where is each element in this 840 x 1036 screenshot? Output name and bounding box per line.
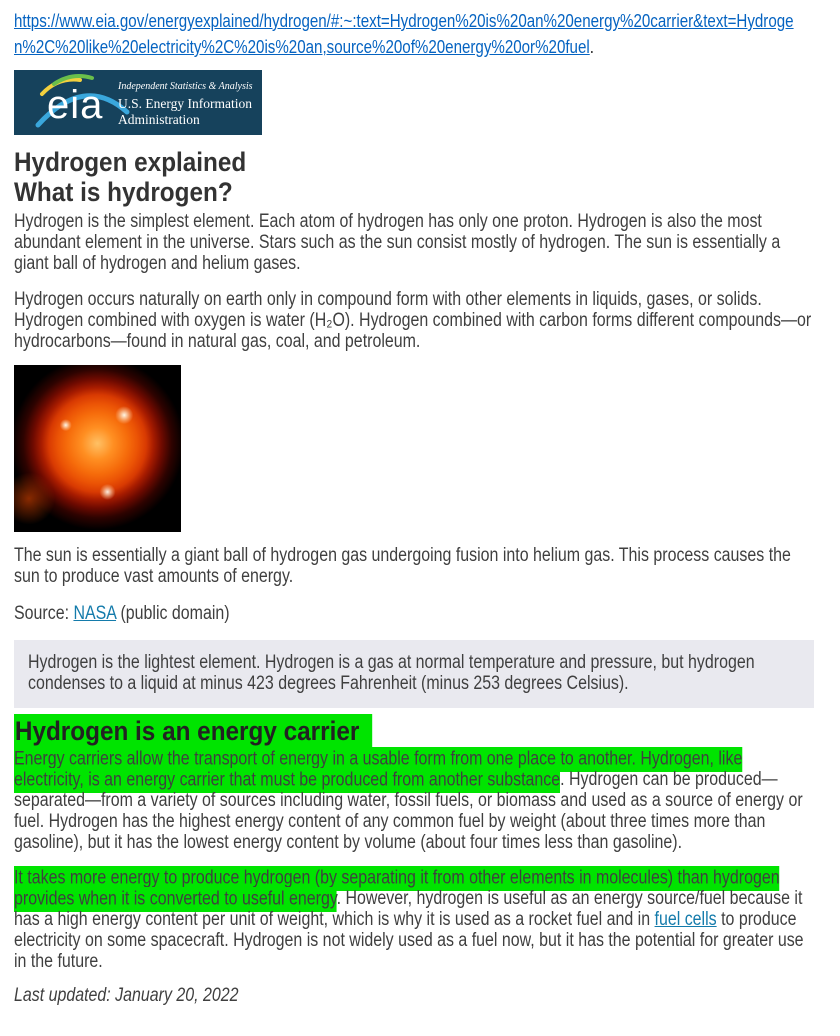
sun-caption: The sun is essentially a giant ball of hydrogen gas undergoing fusion into helium gas. This process causes the sun to produce vast amounts of energy. <box>14 545 791 587</box>
nasa-link[interactable]: NASA <box>73 603 117 624</box>
paragraph-cost-rest: to produce electricity on some spacecraft. Hydrogen is not widely used as a fuel now, but it has the potential for greater use in the future. <box>14 909 804 972</box>
energy-carrier-heading <box>14 716 813 746</box>
paragraph-compounds: Hydrogen occurs naturally on earth only in compound form with other elements in liquids, gases, or solids. Hydrogen combined with oxygen is water (H₂O). Hydrogen combined with carbon forms different compounds—or hydrocarbons—found in natural gas, coal, and petroleum. <box>14 289 812 352</box>
last-updated: Last updated: January 20, 2022 <box>14 985 239 1006</box>
page-title: Hydrogen explained <box>14 147 247 177</box>
callout-text: Hydrogen is the lightest element. Hydrogen is a gas at normal temperature and pressure, but hydrogen condenses to a liquid at minus 423 degrees Fahrenheit (minus 253 degrees Celsius). <box>28 652 755 694</box>
paragraph-carrier-rest: . Hydrogen can be produced—separated—from a variety of sources including water, fossil fuels, or biomass and used as a source of energy or fuel. Hydrogen has the highest energy content of any common fuel by weight (about three times more than gasoline), but it has the lowest energy content by volume (about four times less than gasoline). <box>14 769 803 853</box>
url-period: . <box>589 37 594 57</box>
paragraph-cost-mid: . However, hydrogen is useful as an energy source/fuel because it has a high energy content per unit of weight, which is why it is used as a rocket fuel and in <box>14 888 803 930</box>
paragraph-energy-cost <box>14 867 814 972</box>
logo-tagline: Independent Statistics & Analysis <box>118 81 253 92</box>
eia-wordmark: eia <box>47 83 104 127</box>
source-url-line <box>14 8 814 60</box>
paragraph-energy-carrier <box>14 748 814 853</box>
sun-image <box>14 365 181 532</box>
logo-org-name: U.S. Energy Information Administration <box>118 96 252 127</box>
source-prefix: Source: <box>14 603 74 624</box>
highlighted-text-cost: It takes more energy to produce hydrogen (by separating it from other elements in molecules) than hydrogen provides when it is converted to useful energy <box>14 866 780 912</box>
heading-highlight: Hydrogen is an energy carrier <box>14 714 372 750</box>
section-title: What is hydrogen? <box>14 177 233 207</box>
source-suffix: (public domain) <box>116 603 230 624</box>
source-url-link[interactable]: https://www.eia.gov/energyexplained/hydrogen/#:~:text=Hydrogen%20is%20an%20energy%20carrier&text=Hydrogen%2C%20like%20electricity%2C%20is%20an,source%20of%20energy%20or%20fuel <box>14 11 794 57</box>
image-source-line <box>14 603 814 624</box>
paragraph-intro: Hydrogen is the simplest element. Each atom of hydrogen has only one proton. Hydrogen is also the most abundant element in the universe. Stars such as the sun consist mostly of hydrogen. The sun is essentially a giant ball of hydrogen and helium gases. <box>14 211 781 274</box>
callout-box <box>14 640 814 708</box>
eia-logo <box>14 70 262 135</box>
highlighted-text-carrier: Energy carriers allow the transport of energy in a usable form from one place to another. Hydrogen, like electricity, is an energy carrier that must be produced from another substance <box>14 747 742 793</box>
fuel-cells-link[interactable]: fuel cells <box>654 909 717 930</box>
